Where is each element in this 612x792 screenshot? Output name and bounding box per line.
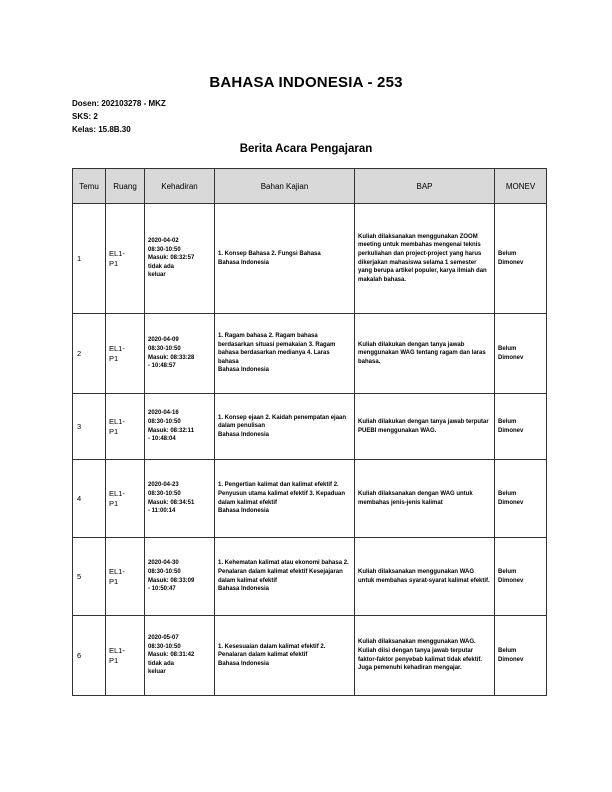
course-title: BAHASA INDONESIA - 253 — [209, 74, 403, 91]
header-monev: MONEV — [495, 169, 547, 204]
section-title: Berita Acara Pengajaran — [239, 143, 373, 155]
bap-cell: Kuliah dilaksanakan dengan WAG untuk membahas jenis-jenis kalimat — [355, 460, 495, 538]
header-kehadiran: Kehadiran — [145, 169, 215, 204]
header-ruang: Ruang — [106, 169, 145, 204]
kehadiran-cell: 2020-04-02 08:30-10:50 Masuk: 08:32:57 tidak ada keluar — [145, 204, 215, 314]
ruang-cell: EL1- P1 — [106, 616, 145, 696]
header-bahan-kajian: Bahan Kajian — [215, 169, 355, 204]
kehadiran-cell: 2020-04-23 08:30-10:50 Masuk: 08:34:51 - 11:00:14 — [145, 460, 215, 538]
monev-cell: Belum Dimonev — [495, 460, 547, 538]
bahan-kajian-cell: 1. Kehematan kalimat atau ekonomi bahasa 2. Penalaran dalam kalimat efektif Kesejajaran dalam kalimat efektif Bahasa Indonesia — [215, 538, 355, 616]
bahan-kajian-cell: 1. Konsep Bahasa 2. Fungsi Bahasa Bahasa Indonesia — [215, 204, 355, 314]
monev-cell: Belum Dimonev — [495, 314, 547, 394]
kehadiran-cell: 2020-05-07 08:30-10:50 Masuk: 08:31:42 tidak ada keluar — [145, 616, 215, 696]
kehadiran-cell: 2020-04-30 08:30-10:50 Masuk: 08:33:09 - 10:50:47 — [145, 538, 215, 616]
header-temu: Temu — [73, 169, 106, 204]
ruang-cell: EL1- P1 — [106, 204, 145, 314]
bahan-kajian-cell: 1. Konsep ejaan 2. Kaidah penempatan ejaan dalam penulisan Bahasa Indonesia — [215, 394, 355, 460]
bap-cell: Kuliah dilakukan dengan tanya jawab terputar PUEBI menggunakan WAG. — [355, 394, 495, 460]
credits-info: SKS: 2 — [72, 112, 98, 121]
teaching-record-table — [72, 168, 547, 696]
bap-cell: Kuliah dilaksanakan menggunakan WAG. Kuliah diisi dengan tanya jawab terputar faktor-faktor penyebab kalimat tidak efektif. Juga pemenuhi kehadiran mengajar. — [355, 616, 495, 696]
monev-cell: Belum Dimonev — [495, 394, 547, 460]
temu-cell: 5 — [73, 538, 106, 616]
bap-cell: Kuliah dilaksanakan menggunakan ZOOM meeting untuk membahas mengenai teknis perkuliahan dan project-project yang harus dikerjakan mahasiswa selama 1 semester yang berupa artikel populer, karya ilmiah dan makalah bahasa. — [355, 204, 495, 314]
monev-cell: Belum Dimonev — [495, 616, 547, 696]
ruang-cell: EL1- P1 — [106, 538, 145, 616]
header-bap: BAP — [355, 169, 495, 204]
monev-cell: Belum Dimonev — [495, 538, 547, 616]
ruang-cell: EL1- P1 — [106, 394, 145, 460]
table-header-row — [73, 169, 547, 204]
table-row — [73, 616, 547, 696]
temu-cell: 2 — [73, 314, 106, 394]
class-info: Kelas: 15.8B.30 — [72, 125, 131, 134]
bap-cell: Kuliah dilakukan dengan tanya jawab menggunakan WAG tentang ragam dan laras bahasa. — [355, 314, 495, 394]
table-row — [73, 538, 547, 616]
kehadiran-cell: 2020-04-16 08:30-10:50 Masuk: 08:32:11 - 10:48:04 — [145, 394, 215, 460]
lecturer-info: Dosen: 202103278 - MKZ — [72, 99, 166, 108]
temu-cell: 3 — [73, 394, 106, 460]
bahan-kajian-cell: 1. Ragam bahasa 2. Ragam bahasa berdasarkan situasi pemakaian 3. Ragam bahasa berdasarkan medianya 4. Laras bahasa Bahasa Indonesia — [215, 314, 355, 394]
bahan-kajian-cell: 1. Pengertian kalimat dan kalimat efektif 2. Penyusun utama kalimat efektif 3. Kepaduan dalam kalimat efektif Bahasa Indonesia — [215, 460, 355, 538]
bahan-kajian-cell: 1. Kesesuaian dalam kalimat efektif 2. Penalaran dalam kalimat efektif Bahasa Indonesia — [215, 616, 355, 696]
table-row — [73, 460, 547, 538]
kehadiran-cell: 2020-04-09 08:30-10:50 Masuk: 08:33:28 - 10:48:57 — [145, 314, 215, 394]
table-row — [73, 314, 547, 394]
temu-cell: 1 — [73, 204, 106, 314]
monev-cell: Belum Dimonev — [495, 204, 547, 314]
bap-cell: Kuliah dilaksanakan menggunakan WAG untuk membahas syarat-syarat kalimat efektif. — [355, 538, 495, 616]
temu-cell: 4 — [73, 460, 106, 538]
temu-cell: 6 — [73, 616, 106, 696]
ruang-cell: EL1- P1 — [106, 314, 145, 394]
table-row — [73, 204, 547, 314]
table-row — [73, 394, 547, 460]
ruang-cell: EL1- P1 — [106, 460, 145, 538]
